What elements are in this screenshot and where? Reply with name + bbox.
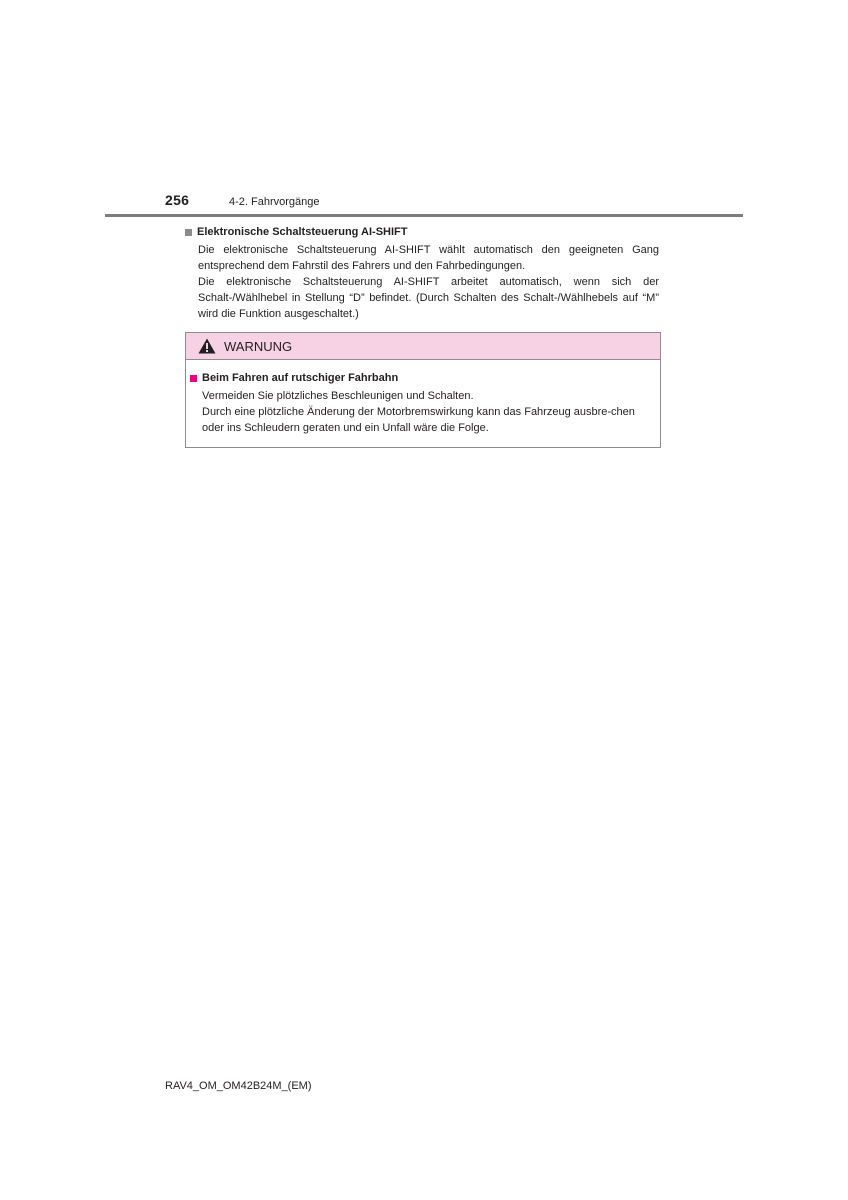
ai-shift-paragraph-2: Die elektronische Schaltsteuerung AI-SHIFT arbeitet automatisch, wenn sich der Schalt-/Wählhebel in Stellung “D” befindet. (Durch Schalten des Schalt-/Wählhebels auf “M” wird die Funktion ausgeschaltet.): [198, 276, 659, 320]
ai-shift-section: [185, 224, 659, 322]
ai-shift-heading: [185, 224, 659, 240]
footer-code: RAV4_OM_OM42B24M_(EM): [165, 1080, 312, 1092]
square-bullet-icon: [185, 229, 192, 236]
warning-triangle-icon: [198, 338, 216, 354]
warning-header: [186, 333, 660, 360]
warning-label: WARNUNG: [224, 338, 293, 354]
warning-body: [186, 360, 660, 436]
warning-heading: [190, 370, 656, 386]
header-rule: [105, 214, 743, 217]
square-bullet-icon: [190, 375, 197, 382]
page-number: 256: [165, 192, 190, 208]
warning-line-1: Vermeiden Sie plötzliches Beschleunigen und Schalten.: [202, 390, 474, 402]
warning-heading-text: Beim Fahren auf rutschiger Fahrbahn: [202, 372, 399, 384]
warning-line-2: Durch eine plötzliche Änderung der Motorbremswirkung kann das Fahrzeug ausbre-chen oder ins Schleudern geraten und ein Unfall wäre die Folge.: [202, 406, 635, 434]
warning-box: [185, 332, 661, 448]
section-title: 4-2. Fahrvorgänge: [229, 196, 320, 208]
ai-shift-paragraph-1: Die elektronische Schaltsteuerung AI-SHIFT wählt automatisch den geeigneten Gang entsprechend dem Fahrstil des Fahrers und den Fahrbedingungen.: [198, 244, 659, 272]
ai-shift-heading-text: Elektronische Schaltsteuerung AI-SHIFT: [197, 226, 408, 238]
